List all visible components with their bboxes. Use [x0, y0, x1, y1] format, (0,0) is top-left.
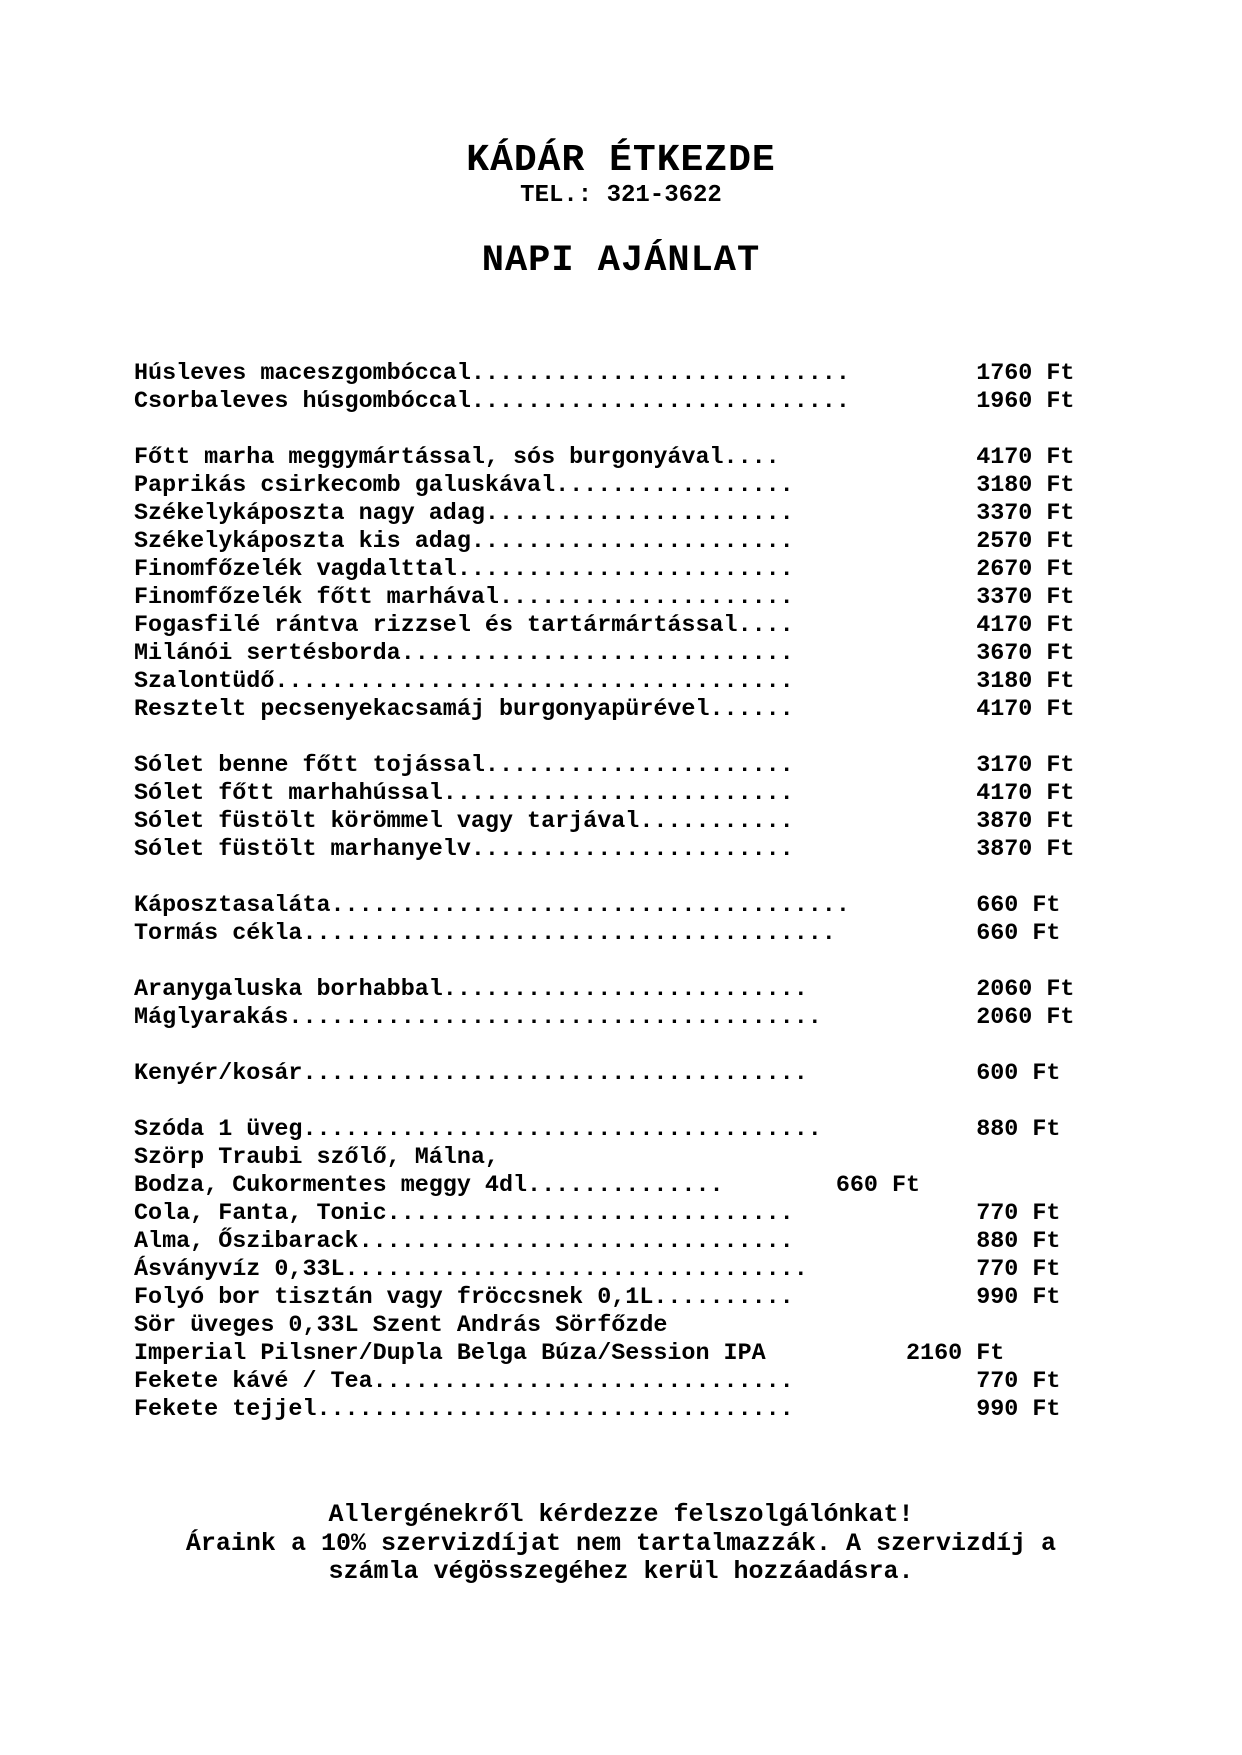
page-title: KÁDÁR ÉTKEZDE: [466, 139, 776, 182]
menu-line: Paprikás csirkecomb galuskával................. 3180 Ft: [134, 473, 1075, 499]
menu-line: Szalontüdő..................................... 3180 Ft: [134, 669, 1075, 695]
footer-allergen-line: Allergénekről kérdezze felszolgálónkat!: [328, 1500, 914, 1529]
menu-blank-line: [134, 724, 1074, 752]
menu-blank-line: [134, 1088, 1074, 1116]
menu-line: Bodza, Cukormentes meggy 4dl.............. 660 Ft: [134, 1173, 921, 1199]
menu-line: Imperial Pilsner/Dupla Belga Búza/Session IPA 2160 Ft: [134, 1341, 1005, 1367]
menu-line: Tormás cékla...................................... 660 Ft: [134, 921, 1061, 947]
footer-service-fee-line: Áraink a 10% szervizdíjat nem tartalmazzák. A szervizdíj a: [185, 1528, 1057, 1558]
menu-line: Fekete kávé / Tea.............................. 770 Ft: [134, 1369, 1061, 1395]
menu-line: Finomfőzelék főtt marhával..................... 3370 Ft: [134, 585, 1075, 611]
menu-blank-line: [134, 416, 1074, 444]
daily-offer-heading: NAPI AJÁNLAT: [481, 240, 761, 282]
menu-line: Sólet benne főtt tojással...................... 3170 Ft: [134, 753, 1075, 779]
menu-blank-line: [134, 948, 1074, 976]
menu-line: Fogasfilé rántva rizzsel és tartármártással.... 4170 Ft: [134, 613, 1075, 639]
menu-line: Húsleves maceszgombóccal........................... 1760 Ft: [134, 361, 1075, 387]
menu-line: Szörp Traubi szőlő, Málna,: [134, 1145, 499, 1171]
menu-line: Máglyarakás...................................... 2060 Ft: [134, 1005, 1075, 1031]
menu-line: Cola, Fanta, Tonic............................. 770 Ft: [134, 1201, 1061, 1227]
menu-line: Resztelt pecsenyekacsamáj burgonyapürével...... 4170 Ft: [134, 697, 1075, 723]
phone-number: TEL.: 321-3622: [520, 182, 722, 209]
footer-notice: [0, 1501, 1242, 1587]
menu-line: Főtt marha meggymártással, sós burgonyával.... 4170 Ft: [134, 445, 1075, 471]
menu-line: Sör üveges 0,33L Szent András Sörfőzde: [134, 1313, 668, 1339]
menu-line: Káposztasaláta..................................... 660 Ft: [134, 893, 1061, 919]
menu-line: Finomfőzelék vagdalttal........................ 2670 Ft: [134, 557, 1075, 583]
menu-line: Folyó bor tisztán vagy fröccsnek 0,1L.......... 990 Ft: [134, 1285, 1061, 1311]
menu-line: Sólet főtt marhahússal......................... 4170 Ft: [134, 781, 1075, 807]
menu-line: Székelykáposzta nagy adag...................... 3370 Ft: [134, 501, 1075, 527]
menu-line: Alma, Őszibarack............................... 880 Ft: [134, 1229, 1061, 1255]
menu-line: Ásványvíz 0,33L................................. 770 Ft: [134, 1257, 1061, 1283]
menu-line: Csorbaleves húsgombóccal........................... 1960 Ft: [134, 389, 1075, 415]
menu-line: Kenyér/kosár.................................... 600 Ft: [134, 1061, 1061, 1087]
menu-line: Aranygaluska borhabbal.......................... 2060 Ft: [134, 977, 1075, 1003]
menu-line: Székelykáposzta kis adag....................... 2570 Ft: [134, 529, 1075, 555]
menu-blank-line: [134, 864, 1074, 892]
menu-line: Milánói sertésborda............................ 3670 Ft: [134, 641, 1075, 667]
footer-service-fee-line-2: számla végösszegéhez kerül hozzáadásra.: [328, 1557, 914, 1586]
menu-line: Sólet füstölt marhanyelv....................... 3870 Ft: [134, 837, 1075, 863]
menu-line: Szóda 1 üveg..................................... 880 Ft: [134, 1117, 1061, 1143]
menu-line: Sólet füstölt körömmel vagy tarjával........... 3870 Ft: [134, 809, 1075, 835]
menu-line: Fekete tejjel.................................. 990 Ft: [134, 1397, 1061, 1423]
menu-item-list: [134, 360, 1074, 1424]
menu-blank-line: [134, 1032, 1074, 1060]
